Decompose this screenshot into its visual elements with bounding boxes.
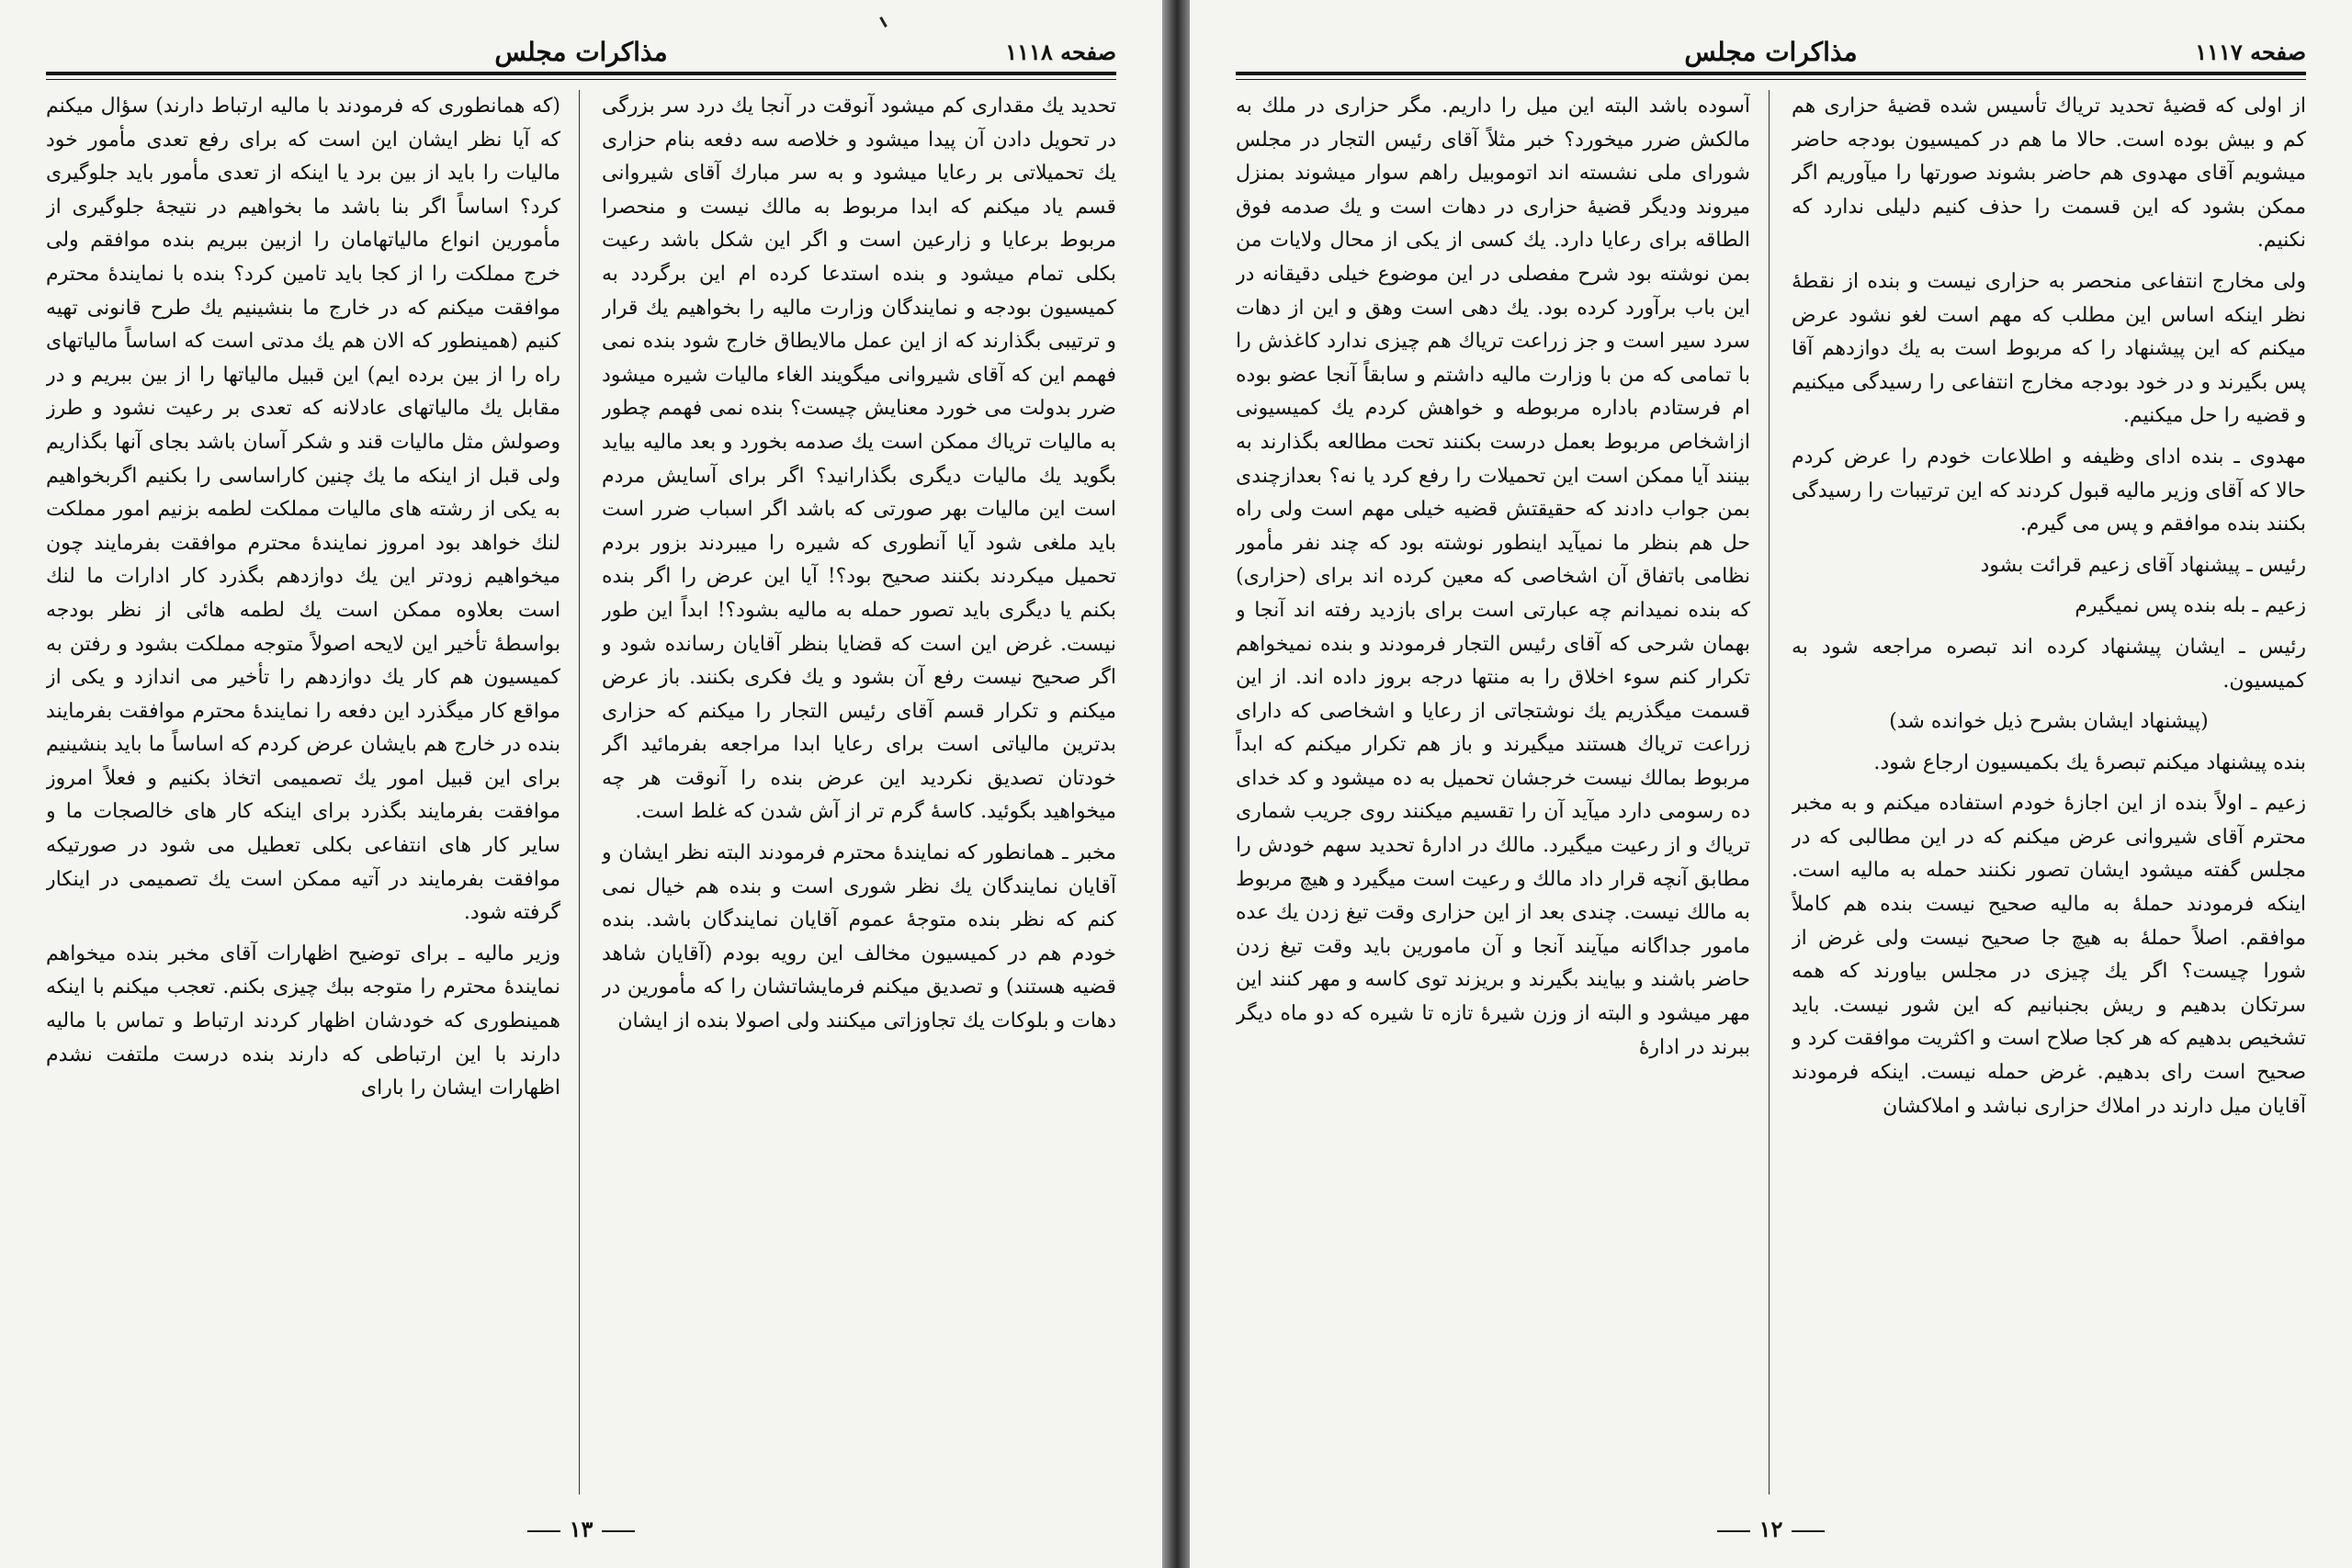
left-page-title: مذاکرات مجلس — [494, 37, 668, 67]
left-page-footer — [0, 1516, 1162, 1542]
paragraph: مهدوی ـ بنده ادای وظیفه و اطلاعات خودم را عرض کردم حالا که آقای وزیر مالیه قبول کردند که این ترتیبات را رسیدگی بکنند بنده موافقم و پس می گیرم. — [1792, 445, 2306, 536]
column-divider — [579, 90, 580, 1495]
header-rule-thin — [46, 79, 1116, 80]
paragraph: ولی مخارج انتفاعی منحصر به حزاری نیست و بنده از نقطهٔ نظر اینکه اساس این مطلب که مهم است لغو نشود عرض میکنم که این پیشنهاد را که مربوط است به یك دوازدهم آقا پس بگیرند و در خود بودجه مخارج انتفاعی را رسیدگی میکنیم و قضیه را حل میکنیم. — [1792, 269, 2306, 428]
paragraph: زعیم ـ بله بنده پس نمیگیرم — [2075, 594, 2306, 618]
column-divider — [1769, 90, 1770, 1495]
paragraph: رئیس ـ ایشان پیشنهاد کرده اند تبصره مراجعه شود به کمیسیون. — [1792, 635, 2306, 693]
paragraph: تحدید یك مقداری کم میشود آنوقت در آنجا یك درد سر بزرگی در تحویل دادن آن پیدا میشود و خلاصه سه دفعه بنام حزاری یك تحمیلاتی بر رعایا میشود و به سر مبارك آقای شیروانی قسم یاد میکنم که ابدا مربوط به مالك نیست و منحصرا مربوط برعایا و زارعین است و اگر این شکل باشد رعیت بکلی تمام میشود و بنده استدعا کرده ام این برگردد به کمیسیون بودجه و نمایندگان وزارت مالیه را بخواهیم یك قرار و ترتیبی بگذارند که از این عمل مالایطاق خارج شود بنده نمی فهمم این که آقای شیروانی میگویند الغاء مالیات شیره میشود ضرر بدولت می خورد معنایش چیست؟ بنده نمی فهمم چطور به مالیات تریاك ممکن است یك صدمه بخورد و بعد مالیه بیاید بگوید یك مالیات دیگری بگذارانید؟ اگر برای آسایش مردم است این مالیات بهر صورتی که باشد اگر اسباب ضرر است باید ملغی شود آیا آنطوری که شیره را میبردند بزور بردم تحمیل میکردند بکنند صحیح بود؟! آیا این عرض را اگر بنده بکنم یا دیگری باید تصور حمله به مالیه بشود؟! ابداً این طور نیست. غرض این است که قضایا بنظر آقایان رسانده شود و اگر صحیح نیست رفع آن بشود و یك فکری بکنند. باز عرض میکنم و تکرار قسم آقای رئیس التجار را میکنم که حزاری بدترین مالیاتی است برای رعایا ابدا مراجعه بفرمائید اگر خودتان تصدیق نکردید این عرض بنده را آنوقت هر چه میخواهید بگوئید. کاسهٔ گرم تر از آش شدن که غلط است. — [602, 95, 1116, 824]
book-gutter — [1162, 0, 1190, 1568]
right-page-footer — [1190, 1516, 2352, 1542]
right-page-right-column — [1792, 90, 2306, 1495]
paragraph: بنده پیشنهاد میکنم تبصرهٔ یك بکمیسیون ارجاع شود. — [1873, 750, 2306, 774]
right-page-title: مذاکرات مجلس — [1684, 37, 1858, 67]
footer-dash — [1792, 1530, 1825, 1532]
right-page-columns — [1236, 90, 2306, 1495]
right-page — [1190, 0, 2352, 1568]
left-page-header — [46, 37, 1116, 70]
header-rule — [1236, 72, 2306, 75]
header-rule-thin — [1236, 79, 2306, 80]
paragraph: آسوده باشد البته این میل را داریم. مگر حزاری در ملك به مالکش ضرر میخورد؟ خبر مثلاً آقای رئیس التجار در مجلس شورای ملی نشسته اند اتوموبیل راهم سوار میشوند بمنزل میروند ودیگر قضیهٔ حزاری در دهات است و یك صدمه فوق الطاقه برای رعایا دارد. یك کسی از یکی از محال ولایات من بمن نوشته بود شرح مفصلی در این موضوع خیلی دقیقانه در این باب برآورد کرده بود. یك دهی است وهق و این از دهات سرد سیر است و جز زراعت تریاك هم چیزی ندارد کاغذش را با تمامی که من با وزارت مالیه داشتم و سابقاً آنجا عضو بوده ام فرستادم باداره مربوطه و خواهش کردم یك کمیسیونی ازاشخاص مربوط بعمل درست بکنند تحت مطالعه بگذارند به بینند آیا ممکن است این تحمیلات را رفع کرد یا نه؟ بعدازچندی بمن جواب دادند که حقیقتش قضیه خیلی مهم است ولی راه حل هم بنظر ما نمیآید اینطور نوشته بود که چند نفر مأمور نظامی باتفاق آن اشخاصی که معین کرده اند برای (حزاری) که بنده نمیدانم چه عبارتی است برای بازدید رفته اند آنجا و بهمان شرحی که آقای رئیس التجار فرمودند و بنده نمیخواهم تکرار کنم سوء اخلاق را به منتها درجه بروز داده اند. از این قسمت میگذریم یك نوشتجاتی از رعایا و اشخاصی که دارای زراعت تریاك هستند میگیرند و باز هم تکرار میکنم که ابداً مربوط بمالك نیست خرجشان تحمیل به ده میشود و کد خدای ده رسومی دارد میآید آن را تقسیم میکنند روی جریب شماری تریاك و از رعیت میگیرد. مالك در ادارهٔ تحدید سهم خودش را مطابق آنچه قرار داد مالك و رعیت است میگیرد و هیچ مربوط به مالك نیست. چندی بعد از این حزاری وقت تیغ زدن یك عده مامور جداگانه میآیند آنجا و آن مامورین باید وقت تیغ زدن حاضر باشند و بیایند بگیرند و بریزند توی کاسه و مهر کنند این مهر میشود و البته از وزن شیرهٔ تازه تا شیره که دو ماه دیگر ببرند در ادارهٔ — [1236, 95, 1750, 1059]
left-page-number: صفحه ۱۱۱۸ — [1005, 39, 1116, 65]
paragraph: وزیر مالیه ـ برای توضیح اظهارات آقای مخبر بنده میخواهم نمایندهٔ محترم را متوجه ببك چیزی بکنم. تعجب میکنم با اینکه همینطوری که خودشان اظهار کردند ارتباط و تماس با مالیه دارند با این ارتباطی که دارند بنده درست ملتفت نشدم اظهارات ایشان را بارای — [46, 942, 560, 1100]
right-page-number: صفحه ۱۱۱۷ — [2195, 39, 2306, 65]
right-page-header — [1236, 37, 2306, 70]
paragraph: مخبر ـ همانطور که نمایندهٔ محترم فرمودند البته نظر ایشان و آقایان نمایندگان یك نظر شوری است و بنده هم خیال نمی کنم که نظر بنده متوجهٔ عموم آقایان نمایندگان باشد. بنده خودم هم در کمیسیون مخالف این رویه بودم (آقایان شاهد قضیه هستند) و تصدیق میکنم فرمایشاتشان را که مأمورین در دهات و بلوکات یك تجاوزاتی میکنند ولی اصولا بنده از ایشان — [602, 841, 1116, 1033]
footer-dash — [527, 1530, 560, 1532]
paragraph: (پیشنهاد ایشان بشرح ذیل خوانده شد) — [1889, 710, 2209, 734]
left-page-right-column — [602, 90, 1116, 1495]
footer-dash — [602, 1530, 635, 1532]
right-footer-number: ۱۲ — [1758, 1516, 1783, 1542]
paragraph: از اولی که قضیهٔ تحدید تریاك تأسیس شده قضیهٔ حزاری هم کم و بیش بوده است. حالا ما هم در کمیسیون بودجه حاضر میشویم آقای مهدوی هم حاضر بشوند صورتها را میآوریم اگر ممکن بشود که این قسمت را حذف کنیم دلیلی ندارد که نکنیم. — [1792, 95, 2306, 253]
footer-dash — [1717, 1530, 1750, 1532]
left-page — [0, 0, 1162, 1568]
header-rule — [46, 72, 1116, 75]
paragraph: زعیم ـ اولاً بنده از این اجازهٔ خودم استفاده میکنم و به مخبر محترم آقای شیروانی عرض میکنم که در این مطالبی که در مجلس گفته میشود ایشان تصور نکنند حمله به مالیه است. اینکه فرمودند حملهٔ به مالیه صحیح نیست بنده هم کاملاً موافقم. اصلاً حملهٔ به هیچ جا صحیح نیست ولی غرض از شورا چیست؟ اگر یك چیزی در مجلس بیاورند که همه سرتکان بدهیم و ریش بجنبانیم که این شور نیست. باید تشخیص بدهیم که هر کجا صلاح است و اکثریت موافقت کرد و صحیح است رای بدهیم. غرض حمله نیست. اینکه فرمودند آقایان میل دارند در املاك حزاری نباشد و املاکشان — [1792, 792, 2306, 1118]
left-page-left-column — [46, 90, 560, 1495]
paragraph: رئیس ـ پیشنهاد آقای زعیم قرائت بشود — [1980, 553, 2306, 577]
ink-mark — [879, 17, 888, 28]
paragraph: (که همانطوری که فرمودند با مالیه ارتباط دارند) سؤال میکنم که آیا نظر ایشان این است که برای رفع تعدی مأمور خود مالیات را باید از بین برد یا اینکه از تعدی مأمور باید جلوگیری کرد؟ اساساً اگر بنا باشد ما بخواهیم در نتیجهٔ جلوگیری از مأمورین انواع مالیاتهامان را ازبین ببریم بنده موافقم ولی خرج مملکت را از کجا باید تامین کرد؟ بنده با نمایندهٔ محترم موافقت میکنم که در خارج ما بنشینیم یك طرح قانونی تهیه کنیم (همینطور که الان هم یك مدتی است که اساساً مالیاتهای راه را از بین برده ایم) این قبیل مالیاتها را از بین ببریم و در مقابل یك مالیاتهای عادلانه که تعدی بر رعیت نشود و طرز وصولش مثل مالیات قند و شکر آسان باشد بجای آنها بگذاریم ولی قبل از اینکه ما یك چنین کاراساسی را بکنیم اگربخواهیم به یکی از رشته های مالیات مملکت لطمه بزنیم امور مملکت لنك خواهد بود امروز نمایندهٔ محترم موافقت بفرمایند چون میخواهیم زودتر این یك دوازدهم بگذرد کار ادارات ما لنك است بعلاوه ممکن است یك لطمه هائی از نظر بودجه بواسطهٔ تأخیر این لایحه اصولاً متوجه مملکت بشود و رفتن به کمیسیون هم کار یك دوازدهم را تأخیر می اندازد و یکی از مواقع کار میگذرد این دفعه را نمایندهٔ محترم موافقت بفرمایند بنده در خارج هم بایشان عرض کردم که اساساً ما باید بنشینیم برای این قبیل امور یك تصمیمی اتخاذ بکنیم و فعلاً امروز موافقت بفرمایند بگذرد برای اینکه کار های خالصجات ما و سایر کار های انتفاعی بکلی تعطیل می شود در صورتیکه موافقت بفرمایند در آتیه ممکن است یك تصمیمی در اینکار گرفته شود. — [46, 95, 560, 925]
right-page-left-column — [1236, 90, 1750, 1495]
left-footer-number: ۱۳ — [569, 1516, 594, 1542]
left-page-columns — [46, 90, 1116, 1495]
